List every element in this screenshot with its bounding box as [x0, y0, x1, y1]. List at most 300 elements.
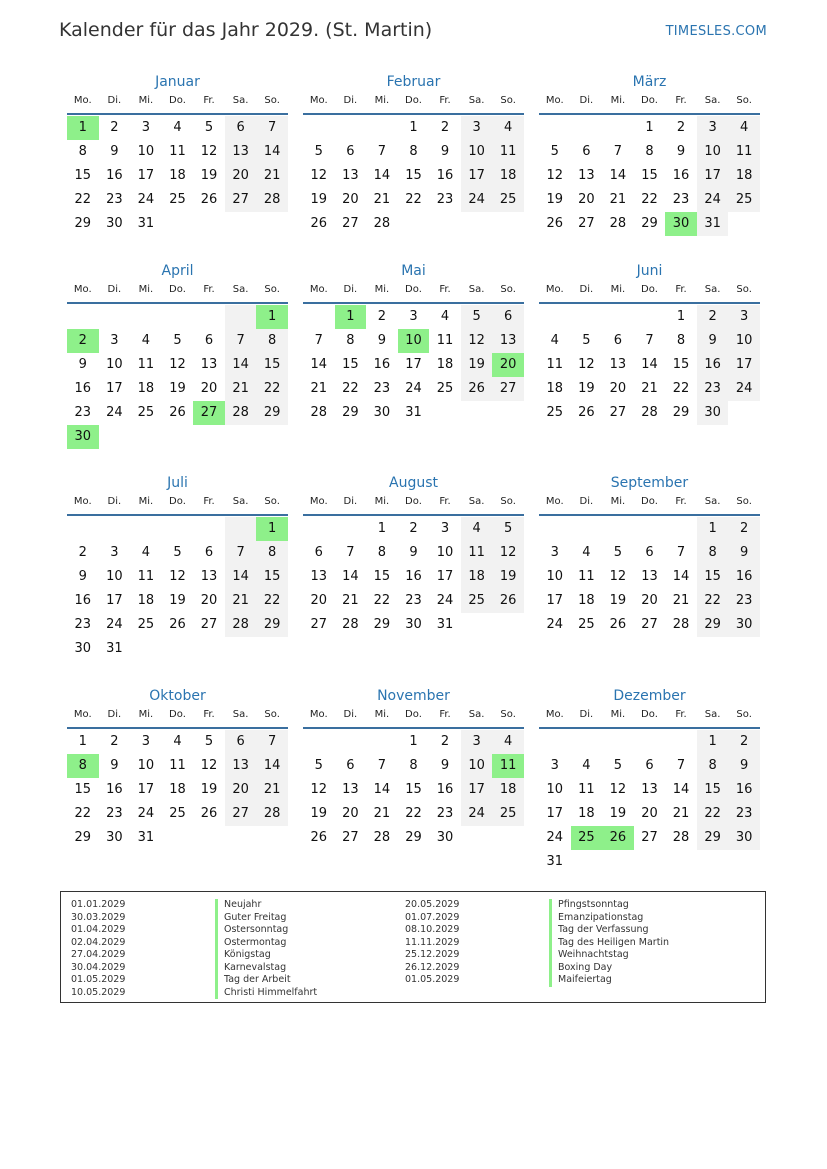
weekday-header [303, 282, 524, 304]
weekday-label: Di. [107, 496, 122, 507]
month-name: Februar [386, 74, 441, 90]
weekday-label: Mi. [374, 95, 390, 106]
empty-cell [162, 305, 194, 329]
day-cell: 13 [225, 140, 257, 164]
weekday-label: Do. [641, 709, 658, 720]
day-cell: 4 [492, 730, 524, 754]
month-name: Juli [167, 475, 188, 491]
day-cell: 2 [676, 120, 686, 135]
day-cell: 4 [582, 758, 591, 773]
day-cell: 24 [461, 802, 493, 826]
day-cell: 15 [405, 782, 422, 797]
weekday-label: Do. [169, 284, 186, 295]
brand-logo[interactable]: TIMESLES.COM [665, 24, 767, 39]
day-cell: 4 [173, 120, 182, 135]
day-cell: 5 [613, 758, 623, 773]
holiday-date: 02.04.2029 [71, 936, 126, 948]
day-cell: 14 [310, 357, 328, 372]
day-cell: 28 [672, 830, 690, 845]
day-grid [67, 305, 288, 449]
day-cell: 20 [342, 192, 359, 207]
day-cell: 8 [697, 541, 729, 565]
holiday-date: 01.05.2029 [71, 974, 126, 985]
weekday-label: Di. [343, 496, 358, 507]
day-cell: 28 [256, 188, 288, 212]
holiday-date: 01.05.2029 [405, 974, 460, 985]
day-cell: 20 [310, 593, 328, 608]
day-cell: 13 [342, 782, 359, 797]
empty-cell [67, 305, 99, 329]
day-cell: 9 [676, 144, 686, 159]
holiday-day: 11 [492, 754, 524, 778]
day-cell: 22 [672, 381, 690, 396]
day-cell: 16 [74, 381, 92, 396]
day-cell: 16 [436, 168, 454, 183]
day-cell: 4 [440, 309, 450, 324]
day-cell: 7 [676, 758, 686, 773]
day-cell: 2 [440, 120, 450, 135]
holiday-day: 26 [602, 826, 634, 850]
day-cell: 1 [697, 730, 729, 754]
holiday-date: 01.01.2029 [71, 899, 126, 910]
month-name: April [161, 263, 194, 279]
holiday-day: 30 [67, 425, 99, 449]
day-cell: 23 [405, 593, 422, 608]
day-cell: 25 [169, 806, 186, 821]
holiday-name: Ostermontag [215, 937, 286, 950]
weekday-label: Sa. [468, 284, 485, 295]
holiday-date: 11.11.2029 [405, 936, 460, 948]
day-cell: 3 [461, 730, 493, 754]
weekday-label: So. [736, 496, 752, 507]
weekday-label: Do. [169, 95, 186, 106]
holiday-date: 30.04.2029 [71, 961, 126, 973]
day-cell: 18 [436, 357, 454, 372]
day-cell: 28 [256, 802, 288, 826]
day-cell: 13 [310, 569, 328, 584]
day-cell: 17 [137, 782, 155, 797]
weekday-label: Fr. [439, 95, 451, 106]
day-grid [67, 517, 288, 661]
weekday-label: So. [736, 95, 752, 106]
day-cell: 27 [492, 377, 524, 401]
weekday-label: So. [500, 284, 516, 295]
day-cell: 2 [728, 730, 760, 754]
weekday-label: So. [500, 95, 516, 106]
empty-cell [303, 305, 335, 329]
day-grid [303, 517, 524, 637]
weekday-header [539, 707, 760, 729]
empty-cell [539, 517, 571, 541]
day-cell: 30 [697, 401, 729, 425]
day-cell: 10 [106, 569, 123, 584]
day-cell: 2 [440, 734, 450, 749]
weekday-label: Do. [405, 284, 422, 295]
weekday-label: So. [500, 496, 516, 507]
day-cell: 5 [204, 120, 214, 135]
weekday-label: Di. [579, 284, 594, 295]
day-cell: 14 [342, 569, 359, 584]
day-cell: 26 [169, 617, 186, 632]
holiday-day: 8 [67, 754, 99, 778]
empty-cell [665, 517, 697, 541]
day-cell: 22 [256, 377, 288, 401]
day-cell: 11 [546, 357, 564, 372]
weekday-label: Do. [405, 709, 422, 720]
holiday-day: 10 [398, 329, 430, 353]
day-cell: 12 [461, 329, 493, 353]
day-cell: 11 [169, 144, 186, 159]
day-cell: 4 [141, 333, 151, 348]
month-name: März [632, 74, 667, 90]
day-cell: 17 [106, 381, 123, 396]
day-cell: 4 [582, 545, 591, 560]
day-cell: 4 [141, 545, 151, 560]
weekday-label: Mo. [545, 284, 564, 295]
day-cell: 15 [74, 782, 92, 797]
month-9 [67, 685, 288, 850]
empty-cell [225, 305, 257, 329]
day-cell: 27 [609, 405, 627, 420]
weekday-label: Mo. [73, 496, 92, 507]
day-cell: 23 [373, 381, 391, 396]
weekday-label: Mi. [138, 496, 154, 507]
day-cell: 19 [169, 381, 186, 396]
day-cell: 14 [225, 565, 257, 589]
day-cell: 13 [578, 168, 595, 183]
day-cell: 15 [74, 168, 92, 183]
day-cell: 9 [728, 541, 760, 565]
day-cell: 14 [373, 168, 391, 183]
day-cell: 22 [342, 381, 359, 396]
holiday-name: Maifeiertag [549, 974, 612, 987]
weekday-label: Sa. [704, 284, 721, 295]
day-cell: 7 [314, 333, 323, 348]
day-cell: 27 [641, 617, 658, 632]
day-cell: 22 [641, 192, 658, 207]
day-cell: 12 [310, 782, 328, 797]
day-cell: 10 [137, 758, 155, 773]
day-cell: 31 [137, 830, 155, 845]
day-cell: 15 [373, 569, 391, 584]
day-cell: 18 [461, 565, 493, 589]
day-cell: 24 [728, 377, 760, 401]
day-cell: 5 [173, 545, 182, 560]
day-cell: 20 [225, 164, 257, 188]
empty-cell [67, 517, 99, 541]
day-cell: 18 [169, 168, 186, 183]
day-cell: 21 [256, 164, 288, 188]
holiday-name: Ostersonntag [215, 924, 288, 937]
day-cell: 11 [137, 569, 155, 584]
weekday-header [539, 282, 760, 304]
weekday-label: Mi. [374, 284, 390, 295]
holiday-date: 30.03.2029 [71, 911, 126, 923]
day-cell: 14 [373, 782, 391, 797]
weekday-label: Fr. [439, 709, 451, 720]
weekday-label: Mi. [610, 284, 626, 295]
day-cell: 9 [78, 569, 87, 584]
empty-cell [225, 517, 257, 541]
day-cell: 24 [106, 405, 123, 420]
day-cell: 8 [676, 333, 686, 348]
day-cell: 1 [409, 734, 418, 749]
day-cell: 16 [728, 778, 760, 802]
day-cell: 31 [106, 641, 123, 656]
weekday-label: Di. [579, 709, 594, 720]
holiday-date: 08.10.2029 [405, 924, 460, 935]
day-cell: 24 [546, 830, 564, 845]
weekday-label: Sa. [468, 95, 485, 106]
empty-cell [130, 517, 162, 541]
day-cell: 25 [436, 381, 454, 396]
day-cell: 27 [225, 802, 257, 826]
empty-cell [303, 730, 335, 754]
day-cell: 12 [609, 782, 627, 797]
weekday-label: Do. [641, 284, 658, 295]
weekday-label: Do. [405, 95, 422, 106]
day-cell: 12 [200, 144, 218, 159]
holiday-day: 20 [492, 353, 524, 377]
weekday-label: Di. [107, 284, 122, 295]
day-grid [539, 116, 760, 236]
day-cell: 9 [110, 758, 119, 773]
day-cell: 19 [546, 192, 564, 207]
holiday-name: Christi Himmelfahrt [215, 987, 317, 1000]
empty-cell [193, 305, 225, 329]
empty-cell [193, 517, 225, 541]
day-cell: 21 [225, 377, 257, 401]
day-cell: 10 [436, 545, 454, 560]
day-cell: 9 [697, 329, 729, 353]
empty-cell [571, 305, 603, 329]
day-cell: 27 [310, 617, 328, 632]
empty-cell [539, 730, 571, 754]
holiday-date: 10.05.2029 [71, 986, 126, 998]
day-cell: 28 [225, 401, 257, 425]
day-cell: 4 [461, 517, 493, 541]
day-cell: 13 [342, 168, 359, 183]
weekday-label: Fr. [675, 709, 687, 720]
holiday-day: 27 [193, 401, 225, 425]
empty-cell [571, 116, 603, 140]
day-cell: 3 [697, 116, 729, 140]
day-cell: 16 [697, 353, 729, 377]
empty-cell [335, 730, 367, 754]
month-8 [539, 472, 760, 637]
month-0 [67, 71, 288, 236]
month-5 [539, 260, 760, 425]
day-cell: 18 [169, 782, 186, 797]
day-cell: 14 [641, 357, 658, 372]
day-cell: 24 [461, 188, 493, 212]
day-cell: 20 [225, 778, 257, 802]
day-cell: 29 [256, 613, 288, 637]
weekday-header [303, 707, 524, 729]
empty-cell [130, 305, 162, 329]
weekday-label: Mo. [309, 496, 328, 507]
day-cell: 21 [342, 593, 359, 608]
month-name: Januar [155, 74, 200, 90]
day-cell: 16 [106, 168, 123, 183]
weekday-header [539, 93, 760, 115]
day-cell: 10 [461, 754, 493, 778]
day-cell: 16 [672, 168, 690, 183]
weekday-label: Fr. [203, 284, 215, 295]
day-cell: 5 [613, 545, 623, 560]
day-cell: 25 [492, 802, 524, 826]
day-cell: 21 [373, 806, 391, 821]
weekday-label: Mi. [374, 709, 390, 720]
day-cell: 3 [141, 120, 151, 135]
day-grid [67, 116, 288, 236]
day-cell: 28 [641, 405, 658, 420]
day-cell: 26 [200, 192, 218, 207]
empty-cell [335, 517, 367, 541]
day-cell: 23 [697, 377, 729, 401]
day-cell: 28 [672, 617, 690, 632]
month-name: Dezember [613, 688, 686, 704]
weekday-label: Sa. [704, 709, 721, 720]
weekday-label: Fr. [439, 284, 451, 295]
day-cell: 9 [440, 758, 450, 773]
day-cell: 15 [641, 168, 658, 183]
day-cell: 11 [137, 357, 155, 372]
day-cell: 6 [314, 545, 323, 560]
day-cell: 18 [492, 164, 524, 188]
day-cell: 31 [436, 617, 454, 632]
day-cell: 23 [74, 405, 92, 420]
day-cell: 7 [377, 144, 387, 159]
day-cell: 16 [405, 569, 422, 584]
day-cell: 29 [405, 830, 422, 845]
weekday-label: Mi. [138, 709, 154, 720]
month-name: September [610, 475, 689, 491]
empty-cell [99, 305, 131, 329]
day-grid [539, 517, 760, 637]
day-cell: 31 [405, 405, 422, 420]
day-cell: 14 [256, 140, 288, 164]
weekday-label: Sa. [468, 496, 485, 507]
day-cell: 24 [106, 617, 123, 632]
day-grid [539, 305, 760, 425]
day-cell: 17 [436, 569, 454, 584]
month-7 [303, 472, 524, 637]
day-cell: 7 [377, 758, 387, 773]
weekday-label: Fr. [203, 709, 215, 720]
day-cell: 21 [609, 192, 627, 207]
day-cell: 8 [645, 144, 654, 159]
day-cell: 7 [346, 545, 355, 560]
day-cell: 22 [74, 192, 92, 207]
day-cell: 8 [256, 329, 288, 353]
day-cell: 25 [137, 617, 155, 632]
empty-cell [665, 730, 697, 754]
weekday-label: Mi. [374, 496, 390, 507]
day-cell: 3 [550, 545, 559, 560]
day-cell: 9 [728, 754, 760, 778]
empty-cell [634, 305, 666, 329]
holiday-name: Tag des Heiligen Martin [549, 937, 669, 950]
holiday-day: 1 [67, 116, 99, 140]
day-cell: 7 [256, 116, 288, 140]
day-cell: 4 [728, 116, 760, 140]
day-cell: 13 [609, 357, 627, 372]
day-cell: 21 [672, 806, 690, 821]
weekday-label: So. [736, 284, 752, 295]
day-cell: 13 [492, 329, 524, 353]
day-cell: 20 [578, 192, 595, 207]
day-cell: 6 [225, 730, 257, 754]
day-cell: 25 [461, 589, 493, 613]
day-cell: 17 [546, 806, 564, 821]
empty-cell [335, 116, 367, 140]
day-cell: 2 [110, 120, 119, 135]
day-cell: 14 [256, 754, 288, 778]
day-cell: 30 [74, 641, 92, 656]
holiday-date: 20.05.2029 [405, 899, 460, 910]
holiday-list [60, 891, 766, 1003]
day-cell: 28 [373, 216, 391, 231]
day-cell: 8 [256, 541, 288, 565]
month-3 [67, 260, 288, 449]
day-cell: 24 [436, 593, 454, 608]
day-cell: 6 [492, 305, 524, 329]
day-cell: 19 [169, 593, 186, 608]
day-cell: 20 [200, 381, 218, 396]
day-cell: 12 [609, 569, 627, 584]
day-cell: 12 [200, 758, 218, 773]
day-cell: 29 [342, 405, 359, 420]
day-cell: 1 [697, 517, 729, 541]
day-cell: 28 [342, 617, 359, 632]
month-name: November [377, 688, 450, 704]
day-cell: 28 [373, 830, 391, 845]
holiday-date: 25.12.2029 [405, 949, 460, 960]
day-cell: 30 [728, 613, 760, 637]
day-cell: 24 [697, 188, 729, 212]
weekday-label: Fr. [675, 496, 687, 507]
day-cell: 5 [204, 734, 214, 749]
day-cell: 14 [672, 569, 690, 584]
day-cell: 15 [256, 565, 288, 589]
holiday-name: Tag der Arbeit [215, 974, 291, 987]
day-cell: 19 [461, 353, 493, 377]
day-cell: 30 [436, 830, 454, 845]
day-cell: 9 [110, 144, 119, 159]
weekday-label: So. [264, 496, 280, 507]
weekday-label: Mi. [138, 95, 154, 106]
day-cell: 19 [492, 565, 524, 589]
day-cell: 24 [137, 192, 155, 207]
day-cell: 22 [373, 593, 391, 608]
weekday-label: Mi. [610, 709, 626, 720]
day-cell: 30 [106, 830, 123, 845]
day-cell: 3 [440, 521, 450, 536]
weekday-label: Mi. [610, 95, 626, 106]
weekday-label: Fr. [675, 284, 687, 295]
day-cell: 20 [609, 381, 627, 396]
day-cell: 13 [641, 782, 658, 797]
day-cell: 21 [310, 381, 328, 396]
empty-cell [602, 517, 634, 541]
day-cell: 17 [697, 164, 729, 188]
day-cell: 17 [728, 353, 760, 377]
day-cell: 29 [256, 401, 288, 425]
day-cell: 8 [346, 333, 355, 348]
day-cell: 3 [110, 545, 119, 560]
day-cell: 26 [609, 617, 627, 632]
